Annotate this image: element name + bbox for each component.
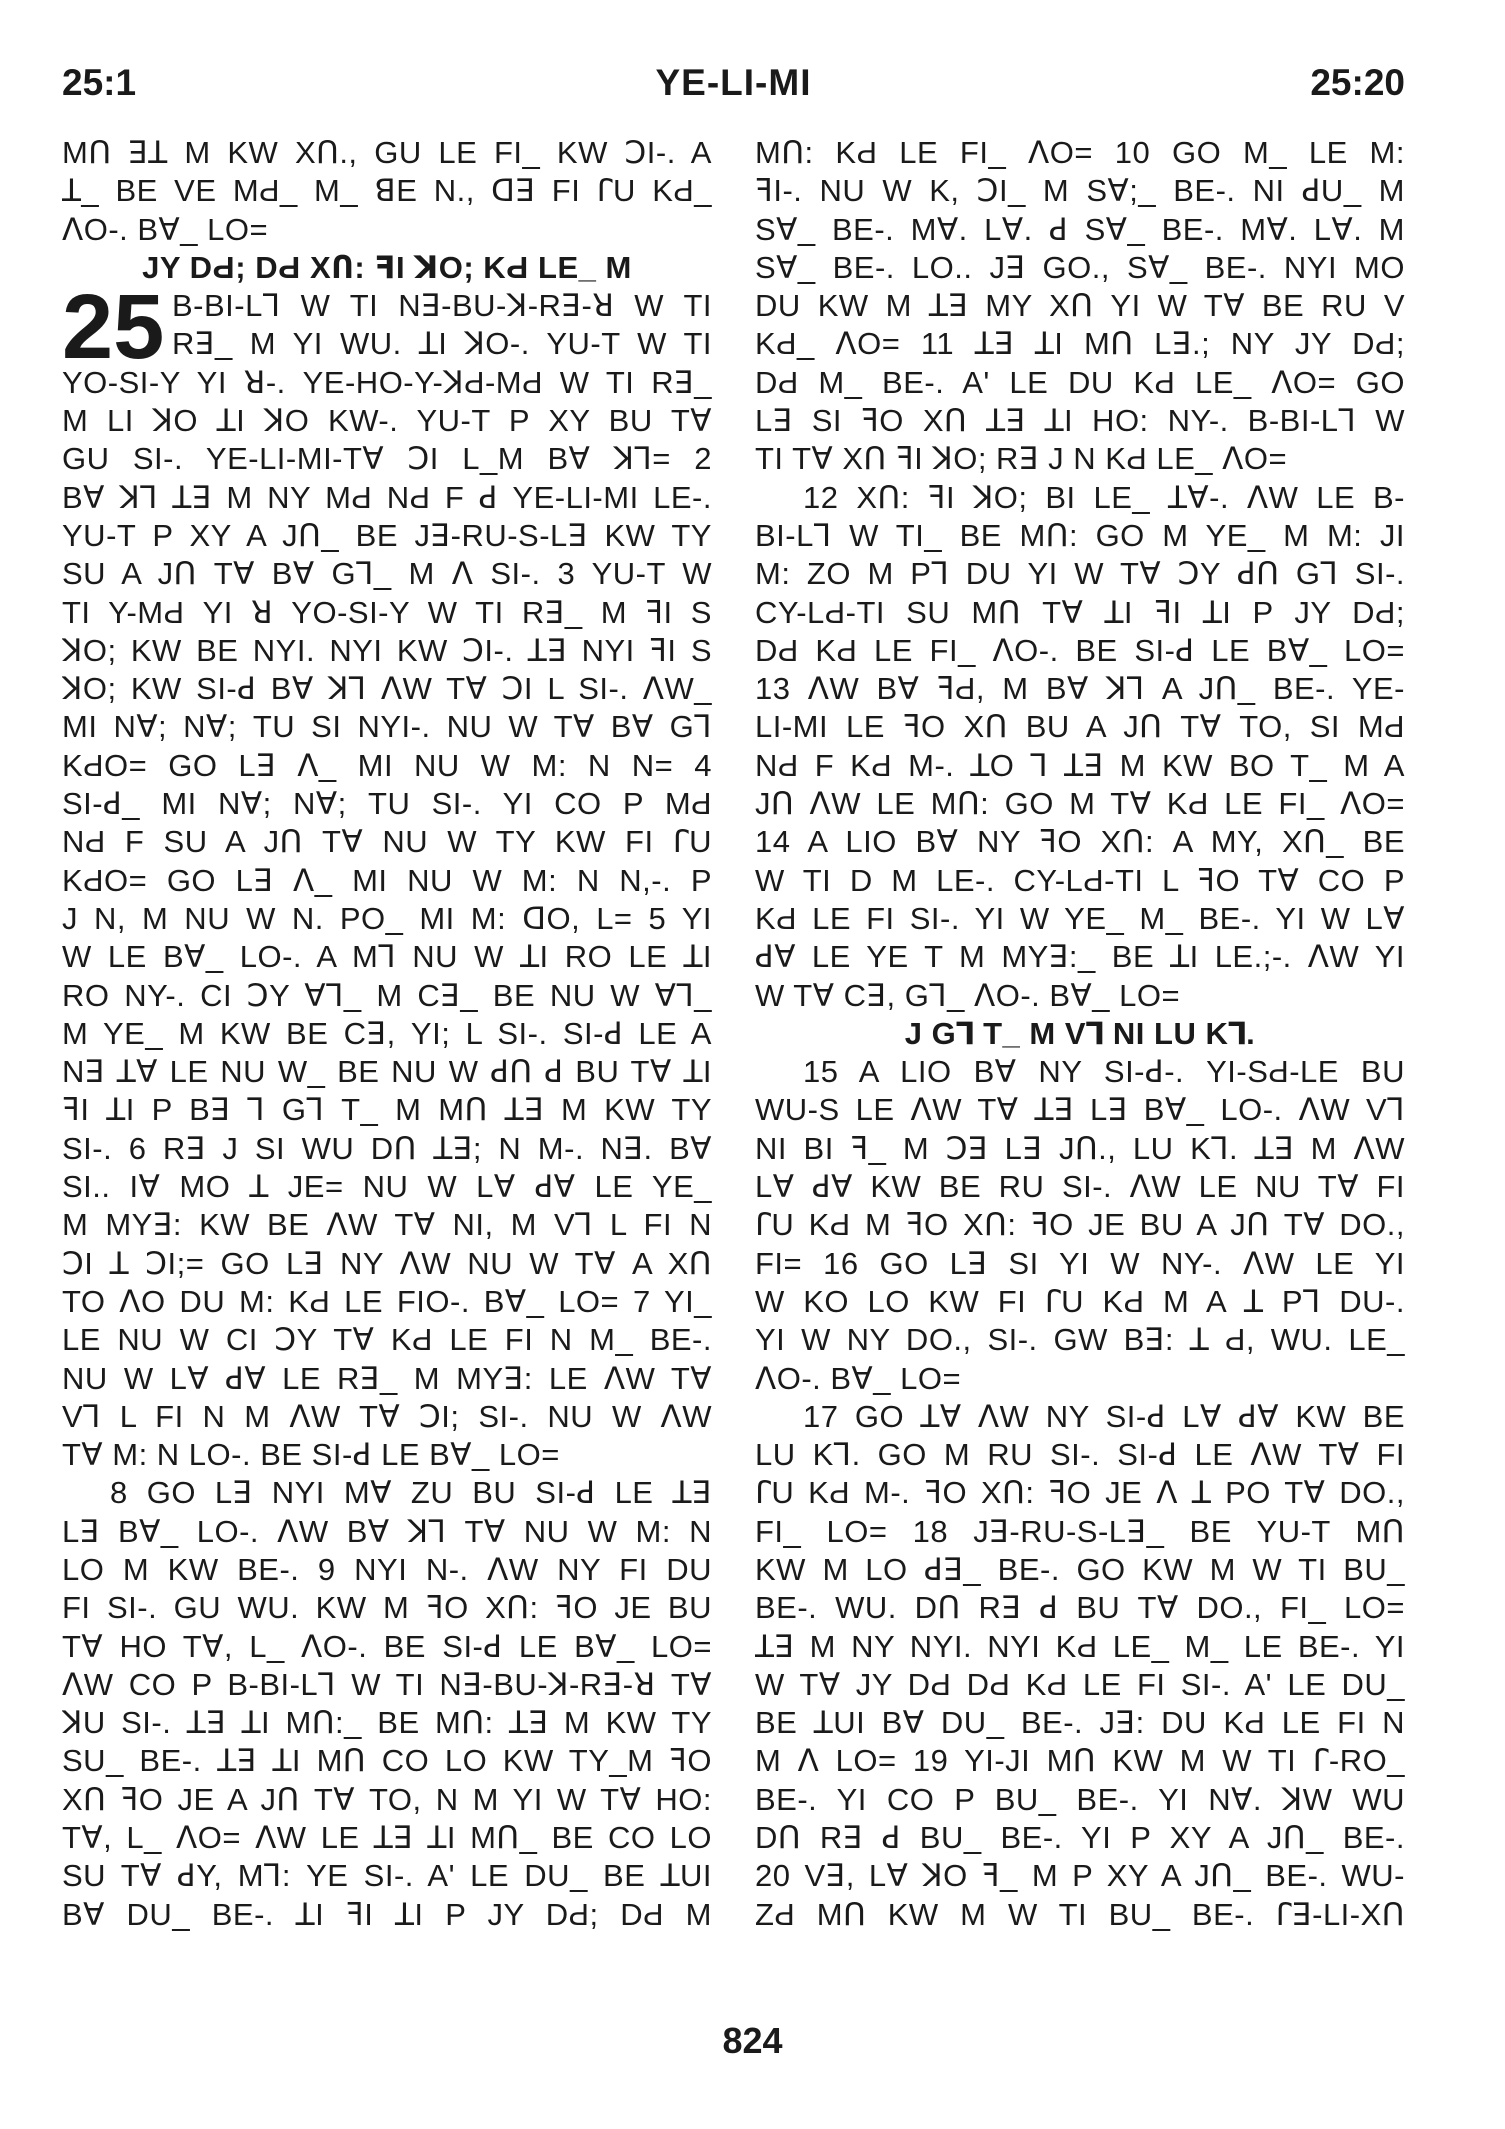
text-line: ꓕꓱ M NY NYI. NYI KԀ LE_ M_ LE BE-. YI <box>755 1628 1405 1664</box>
text-line: Lꓱ Bꓯ_ LO-. ꓥW Bꓯ ꓘꓶ Tꓯ NU W M: N <box>62 1513 712 1549</box>
text-line: NU W Lꓯ ꓒꓯ LE Rꓱ_ M MYꓱ: LE ꓥW Tꓯ <box>62 1360 712 1396</box>
text-line: DԀ KԀ LE FI_ ꓥO-. BE SI-ꓒ LE Bꓯ_ LO= <box>755 632 1405 668</box>
text-line: W KO LO KW FI ꓩU KԀ M A ꓕ Pꓶ DU-. <box>755 1283 1405 1319</box>
text-line: LO M KW BE-. 9 NYI N-. ꓥW NY FI DU <box>62 1551 712 1587</box>
text-line: SU A JՈ Tꓯ Bꓯ Gꓶ_ M ꓥ SI-. 3 YU-T W <box>62 556 712 592</box>
text-line: ꓥO-. Bꓯ_ LO= <box>755 1360 962 1396</box>
text-line: W Tꓯ JY DԀ DԀ KԀ LE FI SI-. A' LE DU_ <box>755 1666 1405 1702</box>
text-line: RO NY-. CI ꓛY ꓯꓶ_ M Cꓱ_ BE NU W ꓯꓶ_ <box>62 977 712 1013</box>
text-line: TO ꓥO DU M: KԀ LE FIO-. Bꓯ_ LO= 7 YI_ <box>62 1283 712 1319</box>
left-text-column <box>62 134 712 1994</box>
text-line: Tꓯ M: N LO-. BE SI-ꓒ LE Bꓯ_ LO= <box>62 1437 560 1473</box>
text-line: YU-T P XY A JՈ_ BE Jꓱ-RU-S-Lꓱ KW TY <box>62 517 712 553</box>
text-line: ꓕ_ BE VE MԀ_ M_ ꓭE N., ꓷꓱ FI ꓩU KԀ_ <box>62 173 712 209</box>
text-line: SI-ꓒ_ MI Nꓯ; Nꓯ; TU SI-. YI CO P MԀ <box>62 786 712 822</box>
text-line: 20 Vꓱ, Lꓯ ꓘO ꟻ_ M P XY A JՈ_ BE-. WU- <box>755 1858 1405 1894</box>
text-line: SU_ BE-. ꓕꓱ ꓕI MՈ CO LO KW TY_M ꟻO <box>62 1743 712 1779</box>
right-text-column <box>755 134 1405 1994</box>
text-line: NI BI ꟻ_ M ꓛꓱ Lꓱ JՈ., LU Kꓶ. ꓕꓱ M ꓥW <box>755 1130 1405 1166</box>
text-line: ꓩU KԀ M-. ꟻO XՈ: ꟻO JE ꓥ ꓕ PO Tꓯ DO., <box>755 1475 1405 1511</box>
text-line: Lꓯ ꓒꓯ KW BE RU SI-. ꓥW LE NU Tꓯ FI <box>755 1169 1405 1205</box>
text-line: FI_ LO= 18 Jꓱ-RU-S-Lꓱ_ BE YU-T MՈ <box>755 1513 1405 1549</box>
text-line: NԀ F SU A JՈ Tꓯ NU W TY KW FI ꓩU <box>62 824 712 860</box>
text-line: Tꓯ HO Tꓯ, L_ ꓥO-. BE SI-ꓒ LE Bꓯ_ LO= <box>62 1628 712 1664</box>
text-line: M YE_ M KW BE Cꓱ, YI; L SI-. SI-ꓒ LE A <box>62 1015 712 1051</box>
text-line: MI Nꓯ; Nꓯ; TU SI NYI-. NU W Tꓯ Bꓯ Gꓶ <box>62 709 712 745</box>
text-line: SU Tꓯ ꓒY, Mꓶ: YE SI-. A' LE DU_ BE ꓕUI <box>62 1858 712 1894</box>
text-line: WU-S LE ꓥW Tꓯ ꓕꓱ Lꓱ Bꓯ_ LO-. ꓥW Vꓶ <box>755 1092 1405 1128</box>
text-line: M: ZO M Pꓶ DU YI W Tꓯ ꓛY ꓒՈ Gꓶ SI-. <box>755 556 1405 592</box>
text-line: FI= 16 GO Lꓱ SI YI W NY-. ꓥW LE YI <box>755 1245 1405 1281</box>
text-line: W LE Bꓯ_ LO-. A Mꓶ NU W ꓕI RO LE ꓕI <box>62 939 712 975</box>
text-line: M ꓥ LO= 19 YI-JI MՈ KW M W TI ꓩ-RO_ <box>755 1743 1405 1779</box>
text-line: ꓥW CO P B-BI-Lꓶ W TI Nꓱ-BU-ꓘ-Rꓱ-ꓤ Tꓯ <box>62 1666 712 1702</box>
text-line: 17 GO ꓕꓯ ꓥW NY SI-ꓒ Lꓯ ꓒꓯ KW BE <box>803 1398 1405 1434</box>
text-line: DԀ M_ BE-. A' LE DU KԀ LE_ ꓥO= GO <box>755 364 1405 400</box>
text-line: 13 ꓥW Bꓯ ꟻԀ, M Bꓯ ꓘꓶ A JՈ_ BE-. YE- <box>755 671 1405 707</box>
text-line: CY-LԀ-TI SU MՈ Tꓯ ꓕI ꟻI ꓕI P JY DԀ; <box>755 594 1405 630</box>
text-line: Nꓱ ꓕꓯ LE NU W_ BE NU W ꓒՈ ꓒ BU Tꓯ ꓕI <box>62 1054 712 1090</box>
text-line: Sꓯ_ BE-. LO.. Jꓱ GO., Sꓯ_ BE-. NYI MO <box>755 249 1405 285</box>
text-line: Sꓯ_ BE-. Mꓯ. Lꓯ. ꓒ Sꓯ_ BE-. Mꓯ. Lꓯ. M <box>755 211 1405 247</box>
text-line: W Tꓯ Cꓱ, Gꓶ_ ꓥO-. Bꓯ_ LO= <box>755 977 1181 1013</box>
text-line: LI-MI LE ꟻO XՈ BU A JՈ Tꓯ TO, SI MԀ <box>755 709 1405 745</box>
text-line: 12 XՈ: ꟻI ꓘO; BI LE_ ꓕꓯ-. ꓥW LE B- <box>803 479 1405 515</box>
text-line: ꓘO; KW SI-ꓒ Bꓯ ꓘꓶ ꓥW Tꓯ ꓛI L SI-. ꓥW_ <box>62 671 712 707</box>
text-line: 14 A LIO Bꓯ NY ꟻO XՈ: A MY, XՈ_ BE <box>755 824 1405 860</box>
text-line: ꓘU SI-. ꓕꓱ ꓕI MՈ:_ BE MՈ: ꓕꓱ M KW TY <box>62 1705 712 1741</box>
text-line: J N, M NU W N. PO_ MI M: ꓷO, L= 5 YI <box>62 900 712 936</box>
text-line: Tꓯ, L_ ꓥO= ꓥW LE ꓕꓱ ꓕI MՈ_ BE CO LO <box>62 1820 712 1856</box>
text-line: YI W NY DO., SI-. GW Bꓱ: ꓕ Ԁ, WU. LE_ <box>755 1322 1405 1358</box>
text-line: BE ꓕUI Bꓯ DU_ BE-. Jꓱ: DU KԀ LE FI N <box>755 1705 1405 1741</box>
text-line: GU SI-. YE-LI-MI-Tꓯ ꓛI L_M Bꓯ ꓘꓶ= 2 <box>62 441 712 477</box>
text-line: 15 A LIO Bꓯ NY SI-ꓒ-. YI-SԀ-LE BU <box>803 1054 1405 1090</box>
text-line: ꓘO; KW BE NYI. NYI KW ꓛI-. ꓕꓱ NYI ꟻI S <box>62 632 712 668</box>
text-line: DՈ Rꓱ ꓒ BU_ BE-. YI P XY A JՈ_ BE-. <box>755 1820 1405 1856</box>
text-line: Bꓯ ꓘꓶ ꓕꓱ M NY MԀ NԀ F ꓒ YE-LI-MI LE-. <box>62 479 712 515</box>
text-line: 8 GO Lꓱ NYI Mꓯ ZU BU SI-ꓒ LE ꓕꓱ <box>110 1475 712 1511</box>
section-heading: JY DԀ; DԀ XՈ: ꟻI ꓘO; KԀ LE_ M <box>142 249 632 285</box>
text-line: W TI D M LE-. CY-LԀ-TI L ꟻO Tꓯ CO P <box>755 862 1405 898</box>
text-line: ꓩU KԀ M ꟻO XՈ: ꟻO JE BU A JՈ Tꓯ DO., <box>755 1207 1405 1243</box>
text-line: MՈ ꓱꓕ M KW XՈ., GU LE FI_ KW ꓛI-. A <box>62 135 712 170</box>
text-line: MՈ: KԀ LE FI_ ꓥO= 10 GO M_ LE M: <box>755 135 1405 170</box>
section-heading: J Gꓶ T_ M Vꓶ NI LU Kꓶ. <box>904 1015 1256 1051</box>
page-number: 824 <box>722 2020 783 2061</box>
header-chapter-verse-end: 25:20 <box>1310 62 1405 103</box>
text-line: Lꓱ SI ꟻO XՈ ꓕꓱ ꓕI HO: NY-. B-BI-Lꓶ W <box>755 403 1405 439</box>
text-line: NԀ F KԀ M-. ꓕO ꓶ ꓕꓱ M KW BO T_ M A <box>755 747 1405 783</box>
text-line: FI SI-. GU WU. KW M ꟻO XՈ: ꟻO JE BU <box>62 1590 712 1626</box>
text-line: SI.. Iꓯ MO ꓕ JE= NU W Lꓯ ꓒꓯ LE YE_ <box>62 1169 712 1205</box>
text-line: XՈ ꟻO JE A JՈ Tꓯ TO, N M YI W Tꓯ HO: <box>62 1781 712 1817</box>
text-line: KԀO= GO Lꓱ ꓥ_ MI NU W M: N N= 4 <box>62 747 712 783</box>
text-line: ZԀ MՈ KW M W TI BU_ BE-. ꓩꓱ-LI-XՈ <box>755 1896 1405 1932</box>
page-header <box>62 62 1405 122</box>
text-line: Bꓯ DU_ BE-. ꓕI ꟻI ꓕI P JY DԀ; DԀ M <box>62 1896 712 1932</box>
chapter-number-dropcap: 25 <box>62 276 165 379</box>
text-line: LU Kꓶ. GO M RU SI-. SI-ꓒ LE ꓥW Tꓯ FI <box>755 1437 1405 1473</box>
text-line: ꟻI ꓕI P Bꓱ ꓶ Gꓶ T_ M MՈ ꓕꓱ M KW TY <box>62 1092 712 1128</box>
text-line: BE-. YI CO P BU_ BE-. YI Nꓯ. ꓘW WU <box>755 1781 1405 1817</box>
text-line: ꓛI ꓕ ꓛI;= GO Lꓱ NY ꓥW NU W Tꓯ A XՈ <box>62 1245 712 1281</box>
text-line: KԀ LE FI SI-. YI W YE_ M_ BE-. YI W Lꓯ <box>755 900 1405 936</box>
header-chapter-verse-start: 25:1 <box>62 62 137 103</box>
text-line: KW M LO ꓒꓱ_ BE-. GO KW M W TI BU_ <box>755 1551 1405 1587</box>
text-line: KԀO= GO Lꓱ ꓥ_ MI NU W M: N N,-. P <box>62 862 712 898</box>
text-line: BI-Lꓶ W TI_ BE MՈ: GO M YE_ M M: JI <box>755 517 1405 553</box>
text-line: ꟻI-. NU W K, ꓛI_ M Sꓯ;_ BE-. NI ꓒU_ M <box>755 173 1405 209</box>
text-line: Rꓱ_ M YI WU. ꓕI ꓘO-. YU-T W TI <box>172 326 712 362</box>
text-line: Vꓶ L FI N M ꓥW Tꓯ ꓛI; SI-. NU W ꓥW <box>62 1398 712 1434</box>
text-line: ꓒꓯ LE YE T M MYꓱ:_ BE ꓕI LE.;-. ꓥW YI <box>755 939 1405 975</box>
text-line: LE NU W CI ꓛY Tꓯ KԀ LE FI N M_ BE-. <box>62 1322 712 1358</box>
header-book-title: YE-LI-MI <box>655 62 812 103</box>
text-line: YO-SI-Y YI ꓤ-. YE-HO-Y-ꓘԀ-MԀ W TI Rꓱ_ <box>62 364 712 400</box>
text-line: M LI ꓘO ꓕI ꓘO KW-. YU-T P XY BU Tꓯ <box>62 403 712 439</box>
text-line: DU KW M ꓕꓱ MY XՈ YI W Tꓯ BE RU V <box>755 288 1405 324</box>
text-line: BE-. WU. DՈ Rꓱ ꓒ BU Tꓯ DO., FI_ LO= <box>755 1590 1405 1626</box>
text-line: TI Y-MԀ YI ꓤ YO-SI-Y W TI Rꓱ_ M ꟻI S <box>62 594 712 630</box>
text-line: KԀ_ ꓥO= 11 ꓕꓱ ꓕI MՈ Lꓱ.; NY JY DԀ; <box>755 326 1405 362</box>
text-line: B-BI-Lꓶ W TI Nꓱ-BU-ꓘ-Rꓱ-ꓤ W TI <box>172 288 712 324</box>
text-line: M MYꓱ: KW BE ꓥW Tꓯ NI, M Vꓶ L FI N <box>62 1207 712 1243</box>
text-line: ꓥO-. Bꓯ_ LO= <box>62 211 269 247</box>
text-line: JՈ ꓥW LE MՈ: GO M Tꓯ KԀ LE FI_ ꓥO= <box>755 786 1405 822</box>
text-line: SI-. 6 Rꓱ J SI WU DՈ ꓕꓱ; N M-. Nꓱ. Bꓯ <box>62 1130 712 1166</box>
text-line: TI Tꓯ XՈ ꟻI ꓘO; Rꓱ J N KԀ LE_ ꓥO= <box>755 441 1288 477</box>
